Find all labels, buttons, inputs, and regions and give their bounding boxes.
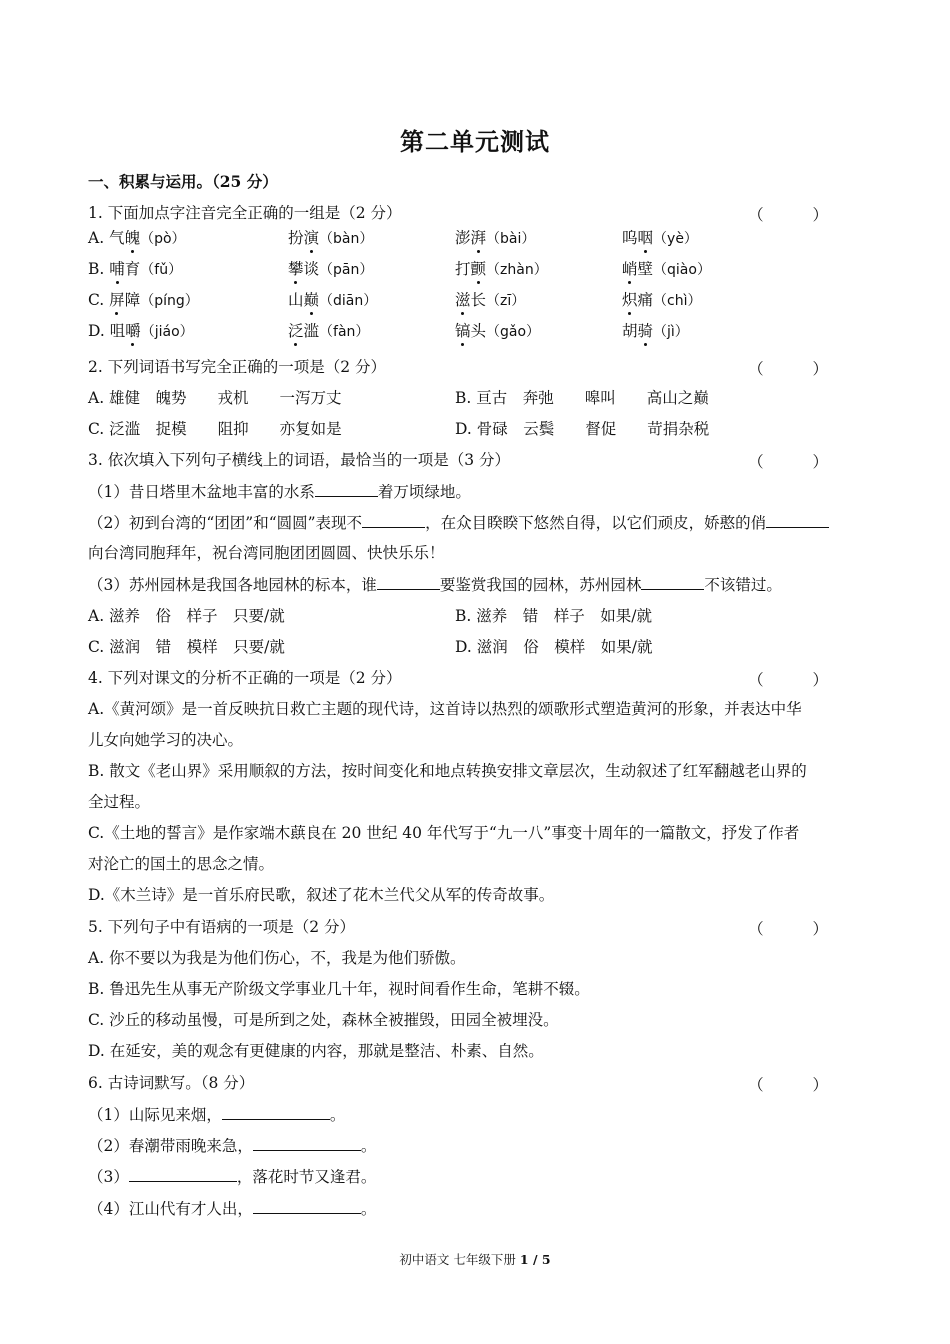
q1-c-3: 滋长（zī） <box>455 291 526 309</box>
q6-line-3-text: （3） <box>88 1168 129 1186</box>
q1-c-4: 炽痛（chì） <box>622 291 702 309</box>
q2-option-c: C. 泛滥 捉模 阻抑 亦复如是 <box>88 420 342 438</box>
q3-s2-part2: ，在众目睽睽下悠然自得，以它们顽皮，娇憨的俏 <box>425 514 767 532</box>
q2-option-a: A. 雄健 魄势 戎机 一泻万丈 <box>88 389 342 407</box>
blank <box>315 481 378 497</box>
q3-sentence-3 <box>88 574 866 595</box>
answer-paren: （ ） <box>748 671 850 689</box>
answer-paren: （ ） <box>748 360 850 378</box>
blank <box>641 574 704 590</box>
answer-paren: （ ） <box>748 1076 850 1094</box>
blank <box>766 512 829 528</box>
q1-b-4: 峭壁（qiào） <box>622 260 711 278</box>
q4-option-c-line1: C.《土地的誓言》是作家端木蕻良在 20 世纪 40 年代写于“九一八”事变十周年的一篇散文，抒发了作者 <box>88 824 800 842</box>
q3-s3-part2: 要鉴赏我国的园林，苏州园林 <box>439 576 642 594</box>
page-title: 第二单元测试 <box>400 127 550 156</box>
blank <box>362 512 425 528</box>
q1-d-1: D. 咀嚼（jiáo） <box>88 322 194 340</box>
answer-paren: （ ） <box>748 920 850 938</box>
q6-line-1 <box>88 1104 866 1125</box>
q1-b-3: 打颤（zhàn） <box>455 260 548 278</box>
blank <box>222 1104 330 1120</box>
q5-option-b: B. 鲁迅先生从事无产阶级文学事业几十年，视时间看作生命，笔耕不辍。 <box>88 980 590 998</box>
q1-b-2: 攀谈（pān） <box>288 260 374 278</box>
q6-line-4 <box>88 1198 866 1219</box>
q1-a-3: 澎湃（bài） <box>455 229 536 247</box>
blank <box>377 574 440 590</box>
q2-option-d: D. 骨碌 云鬓 督促 苛捐杂税 <box>455 420 710 438</box>
blank <box>253 1135 361 1151</box>
question-6-stem: 6. 古诗词默写。（8 分） <box>88 1074 255 1092</box>
q1-a-4: 呜咽（yè） <box>622 229 698 247</box>
q1-c-1: C. 屏障（píng） <box>88 291 199 309</box>
q1-d-2: 泛滥（fàn） <box>288 322 370 340</box>
q4-option-b-line2: 全过程。 <box>88 793 151 811</box>
q4-option-a-line2: 儿女向她学习的决心。 <box>88 731 244 749</box>
q1-b-1: B. 哺育（fǔ） <box>88 260 183 278</box>
q3-option-a: A. 滋养 俗 样子 只要/就 <box>88 607 285 625</box>
q1-d-4: 胡骑（jì） <box>622 322 689 340</box>
q1-c-2: 山巅（diān） <box>288 291 378 309</box>
q3-s2-part1: （2）初到台湾的“团团”和“圆圆”表现不 <box>88 514 363 532</box>
q2-option-b: B. 亘古 奔弛 嗥叫 高山之巅 <box>455 389 709 407</box>
q6-line-3 <box>88 1166 866 1187</box>
question-1-stem: 1. 下面加点字注音完全正确的一组是（2 分） <box>88 204 402 222</box>
blank <box>253 1198 361 1214</box>
question-3-stem: 3. 依次填入下列句子横线上的词语，最恰当的一项是（3 分） <box>88 451 511 469</box>
q3-option-c: C. 滋润 错 模样 只要/就 <box>88 638 285 656</box>
question-2-stem: 2. 下列词语书写完全正确的一项是（2 分） <box>88 358 387 376</box>
q3-option-b: B. 滋养 错 样子 如果/就 <box>455 607 652 625</box>
q6-line-2-text: （2）春潮带雨晚来急， <box>88 1137 253 1155</box>
section-heading: 一、积累与运用。（25 分） <box>88 172 278 191</box>
q5-option-c: C. 沙丘的移动虽慢，可是所到之处，森林全被摧毁，田园全被埋没。 <box>88 1011 559 1029</box>
q3-sentence-2 <box>88 512 866 533</box>
q1-a-2: 扮演（bàn） <box>288 229 374 247</box>
q5-option-d: D. 在延安，美的观念有更健康的内容，那就是整洁、朴素、自然。 <box>88 1042 544 1060</box>
q4-option-c-line2: 对沦亡的国土的思念之情。 <box>88 855 275 873</box>
q3-s3-part3: 不该错过。 <box>704 576 782 594</box>
q6-line-1-end: 。 <box>329 1106 346 1124</box>
q6-line-2-end: 。 <box>360 1137 377 1155</box>
q3-s1-part1: （1）昔日塔里木盆地丰富的水系 <box>88 483 315 501</box>
q6-line-3-end: ，落花时节又逢君。 <box>236 1168 377 1186</box>
q3-sentence-2-cont: 向台湾同胞拜年，祝台湾同胞团团圆圆、快快乐乐！ <box>88 544 445 562</box>
q4-option-b-line1: B. 散文《老山界》采用顺叙的方法，按时间变化和地点转换安排文章层次，生动叙述了红军翻越老山界的 <box>88 762 807 780</box>
answer-paren: （ ） <box>748 453 850 471</box>
q6-line-2 <box>88 1135 866 1156</box>
question-4-stem: 4. 下列对课文的分析不正确的一项是（2 分） <box>88 669 402 687</box>
question-5-stem: 5. 下列句子中有语病的一项是（2 分） <box>88 918 356 936</box>
q3-s3-part1: （3）苏州园林是我国各地园林的标本，谁 <box>88 576 377 594</box>
q1-a-1: A. 气魄（pò） <box>88 229 186 247</box>
q3-s1-part2: 着万顷绿地。 <box>377 483 471 501</box>
q4-option-d: D.《木兰诗》是一首乐府民歌，叙述了花木兰代父从军的传奇故事。 <box>88 886 555 904</box>
answer-paren: （ ） <box>748 206 850 224</box>
q6-line-4-text: （4）江山代有才人出， <box>88 1200 253 1218</box>
q5-option-a: A. 你不要以为我是为他们伤心，不，我是为他们骄傲。 <box>88 949 466 967</box>
q6-line-1-text: （1）山际见来烟， <box>88 1106 222 1124</box>
blank <box>129 1166 237 1182</box>
q3-option-d: D. 滋润 俗 模样 如果/就 <box>455 638 653 656</box>
q3-sentence-1 <box>88 481 866 502</box>
q6-line-4-end: 。 <box>360 1200 377 1218</box>
page-number: 1 / 5 <box>519 1252 551 1267</box>
footer-text: 初中语文 七年级下册 <box>399 1252 516 1267</box>
q4-option-a-line1: A.《黄河颂》是一首反映抗日救亡主题的现代诗，这首诗以热烈的颂歌形式塑造黄河的形象，并表达中华 <box>88 700 802 718</box>
page-footer <box>0 1250 950 1268</box>
q1-d-3: 镐头（gǎo） <box>455 322 541 340</box>
